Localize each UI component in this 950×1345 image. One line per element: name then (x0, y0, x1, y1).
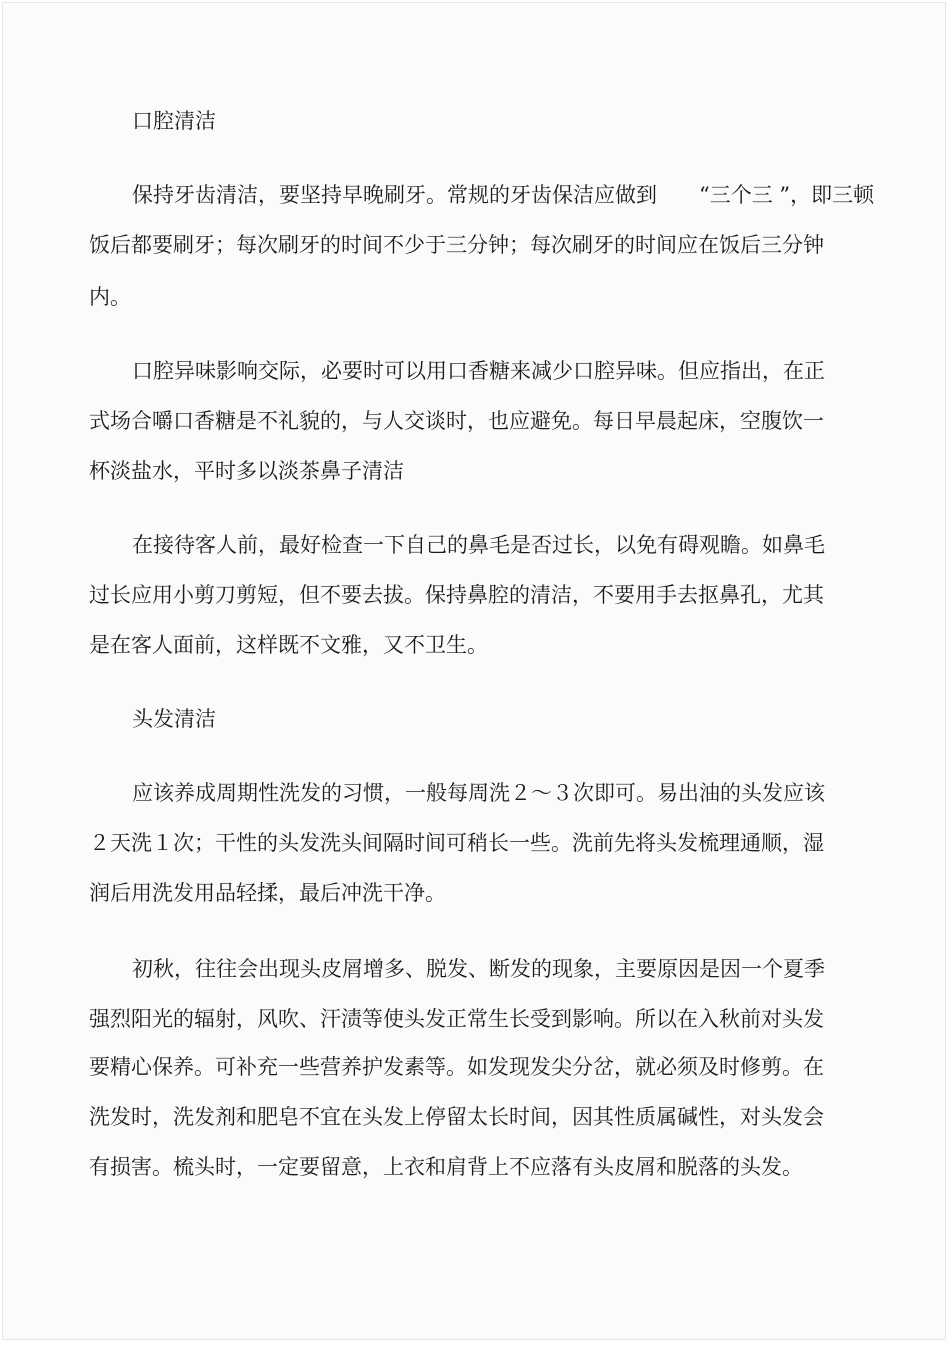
paragraph-line: 内。 (89, 285, 131, 309)
paragraph-line: 强烈阳光的辐射，风吹、汗渍等使头发正常生长受到影响。所以在入秋前对头发 (89, 1007, 824, 1031)
paragraph-line: 洗发时，洗发剂和肥皂不宜在头发上停留太长时间，因其性质属碱性，对头发会 (89, 1105, 824, 1129)
paragraph-line: 润后用洗发用品轻揉，最后冲洗干净。 (89, 881, 446, 905)
heading-oral-cleaning: 口腔清洁 (132, 109, 216, 133)
heading-hair-cleaning: 头发清洁 (132, 707, 216, 731)
paragraph-line: 是在客人面前，这样既不文雅，又不卫生。 (89, 633, 488, 657)
paragraph-line: 在接待客人前，最好检查一下自己的鼻毛是否过长，以免有碍观瞻。如鼻毛 (132, 533, 825, 557)
paragraph-line: 要精心保养。可补充一些营养护发素等。如发现发尖分岔，就必须及时修剪。在 (89, 1055, 824, 1079)
paragraph-line: 有损害。梳头时，一定要留意，上衣和肩背上不应落有头皮屑和脱落的头发。 (89, 1155, 803, 1179)
paragraph-line: 保持牙齿清洁，要坚持早晚刷牙。常规的牙齿保洁应做到 “三个三 ”，即三顿 (132, 183, 875, 207)
document-page (2, 2, 946, 1340)
paragraph-line: ２天洗１次；干性的头发洗头间隔时间可稍长一些。洗前先将头发梳理通顺，湿 (89, 831, 824, 855)
paragraph-line: 口腔异味影响交际，必要时可以用口香糖来减少口腔异味。但应指出，在正 (132, 359, 825, 383)
paragraph-line: 式场合嚼口香糖是不礼貌的，与人交谈时，也应避免。每日早晨起床，空腹饮一 (89, 409, 824, 433)
paragraph-line: 初秋，往往会出现头皮屑增多、脱发、断发的现象，主要原因是因一个夏季 (132, 957, 825, 981)
paragraph-line: 饭后都要刷牙；每次刷牙的时间不少于三分钟；每次刷牙的时间应在饭后三分钟 (89, 233, 824, 257)
paragraph-line: 应该养成周期性洗发的习惯，一般每周洗２～３次即可。易出油的头发应该 (132, 781, 825, 805)
paragraph-line: 杯淡盐水，平时多以淡茶鼻子清洁 (89, 459, 404, 483)
paragraph-line: 过长应用小剪刀剪短，但不要去拔。保持鼻腔的清洁，不要用手去抠鼻孔，尤其 (89, 583, 824, 607)
